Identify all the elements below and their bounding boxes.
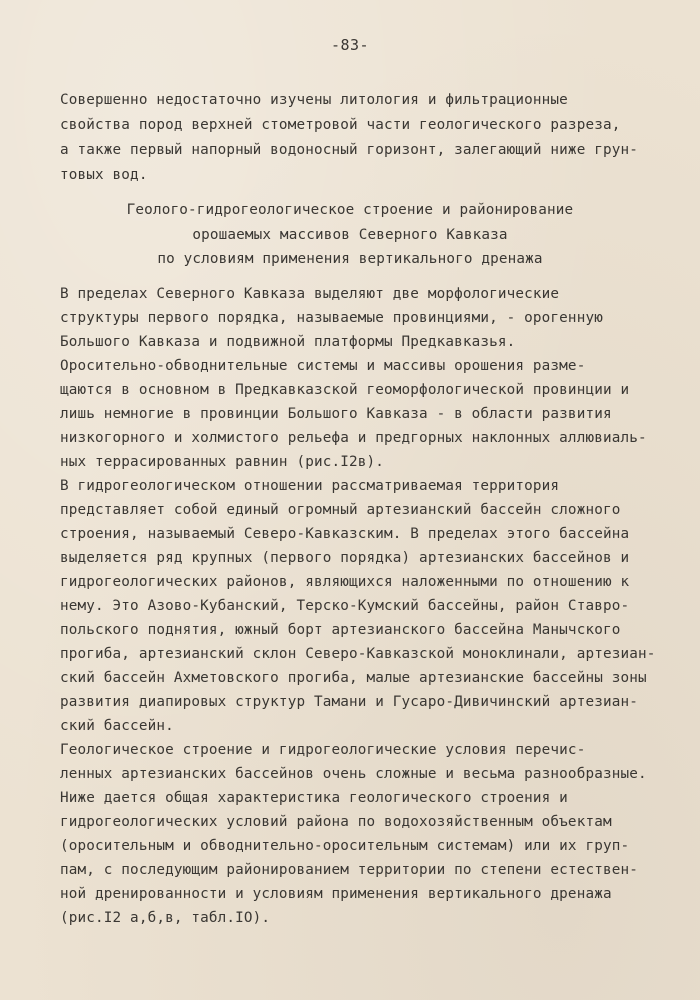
text-line: Ниже дается общая характеристика геологического строения и bbox=[60, 790, 568, 806]
text-line: польского поднятия, южный борт артезианского бассейна Манычского bbox=[60, 622, 621, 638]
page-number: -83- bbox=[330, 36, 370, 54]
text-line: структуры первого порядка, называемые провинциями, - орогенную bbox=[60, 310, 603, 326]
text-line: ных террасированных равнин (рис.I2в). bbox=[60, 454, 385, 470]
heading-line: Геолого-гидрогеологическое строение и районирование bbox=[126, 202, 574, 218]
text-line: ский бассейн Ахметовского прогиба, малые артезианские бассейны зоны bbox=[60, 670, 647, 686]
text-line: гидрогеологических условий района по водохозяйственным объектам bbox=[60, 814, 612, 830]
text-line: низкогорного и холмистого рельефа и предгорных наклонных аллювиаль- bbox=[60, 430, 647, 446]
text-line: а также первый напорный водоносный горизонт, залегающий ниже грун- bbox=[60, 142, 638, 158]
text-line: ленных артезианских бассейнов очень сложные и весьма разнообразные. bbox=[60, 766, 647, 782]
text-line: В пределах Северного Кавказа выделяют две морфологические bbox=[60, 286, 560, 302]
text-line: нему. Это Азово-Кубанский, Терско-Кумский бассейны, район Ставро- bbox=[60, 598, 630, 614]
heading-line: по условиям применения вертикального дренажа bbox=[157, 251, 543, 267]
text-line: товых вод. bbox=[60, 167, 148, 183]
text-line: свойства пород верхней стометровой части геологического разреза, bbox=[60, 117, 621, 133]
text-line: Оросительно-обводнительные системы и массивы орошения разме- bbox=[60, 358, 586, 374]
text-line: гидрогеологических районов, являющихся наложенными по отношению к bbox=[60, 574, 630, 590]
text-line: щаются в основном в Предкавказской геоморфологической провинции и bbox=[60, 382, 630, 398]
text-line: выделяется ряд крупных (первого порядка) артезианских бассейнов и bbox=[60, 550, 630, 566]
text-line: ский бассейн. bbox=[60, 718, 174, 734]
text-line: (оросительным и обводнительно-оросительным системам) или их груп- bbox=[60, 838, 630, 854]
text-line: В гидрогеологическом отношении рассматриваемая территория bbox=[60, 478, 560, 494]
text-line: представляет собой единый огромный артезианский бассейн сложного bbox=[60, 502, 621, 518]
text-line: (рис.I2 а,б,в, табл.IО). bbox=[60, 910, 271, 926]
text-line: строения, называемый Северо-Кавказским. В пределах этого бассейна bbox=[60, 526, 630, 542]
text-line: Геологическое строение и гидрогеологические условия перечис- bbox=[60, 742, 586, 758]
text-line: пам, с последующим районированием территории по степени естествен- bbox=[60, 862, 638, 878]
heading-line: орошаемых массивов Северного Кавказа bbox=[192, 227, 508, 243]
text-line: Совершенно недостаточно изучены литология и фильтрационные bbox=[60, 92, 568, 108]
text-line: развития диапировых структур Тамани и Гусаро-Дивичинский артезиан- bbox=[60, 694, 638, 710]
text-line: лишь немногие в провинции Большого Кавказа - в области развития bbox=[60, 406, 612, 422]
text-line: прогиба, артезианский склон Северо-Кавказской моноклинали, артезиан- bbox=[60, 646, 656, 662]
text-line: ной дренированности и условиям применения вертикального дренажа bbox=[60, 886, 612, 902]
text-line: Большого Кавказа и подвижной платформы Предкавказья. bbox=[60, 334, 516, 350]
